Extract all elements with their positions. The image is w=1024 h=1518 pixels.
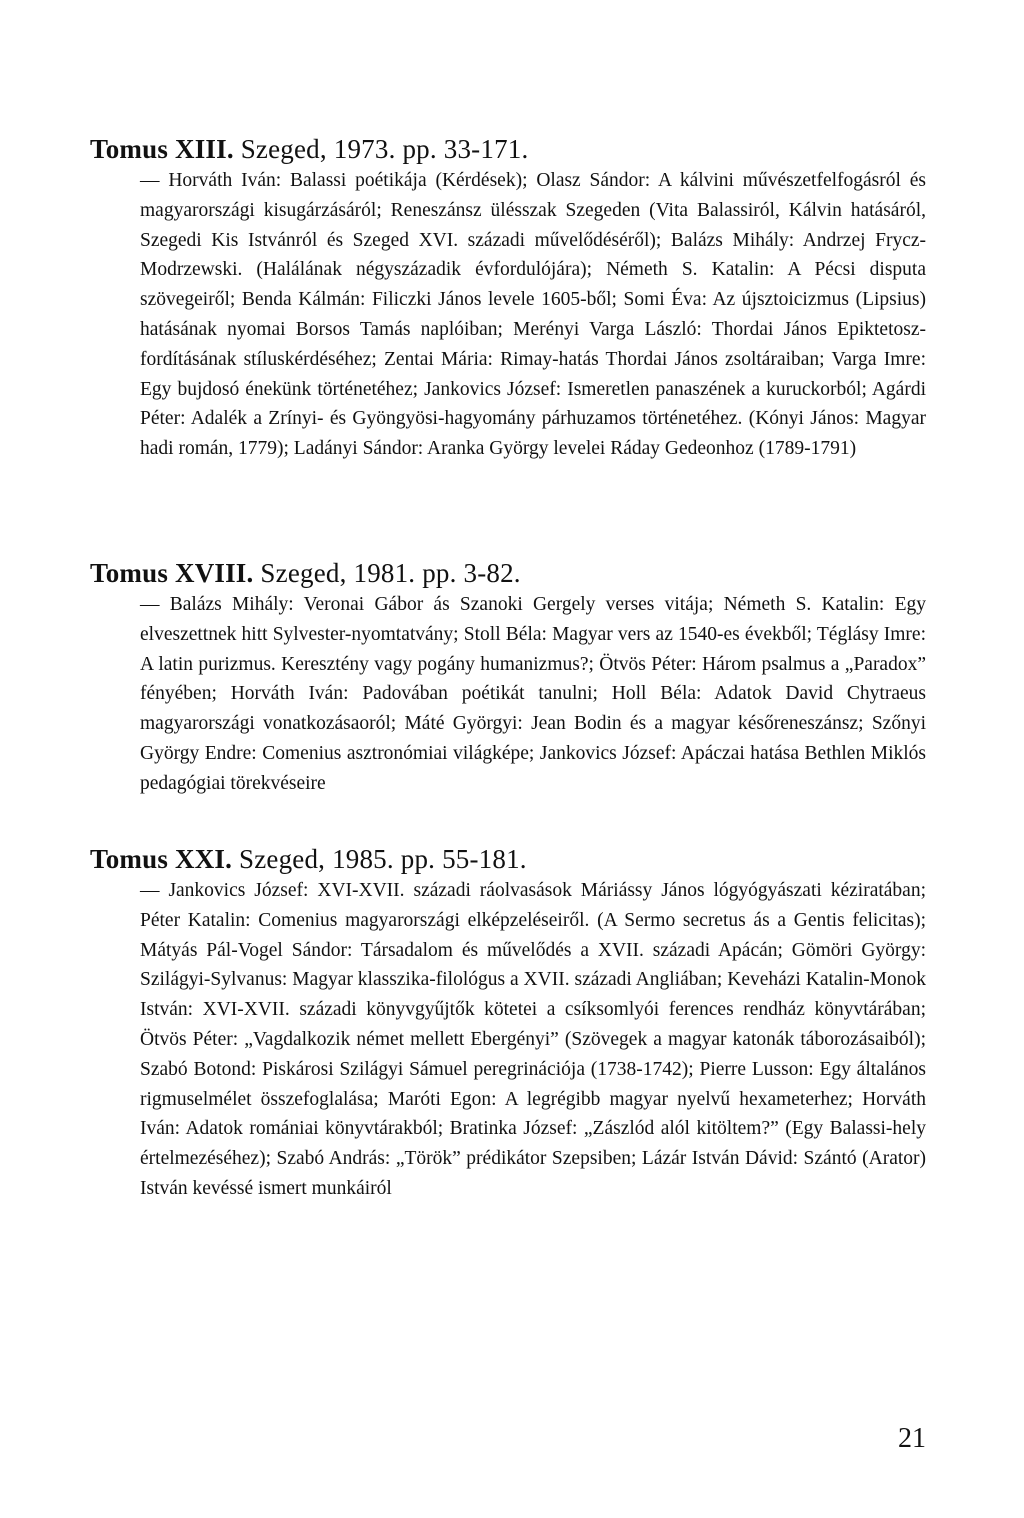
section-tomus-xviii xyxy=(90,556,930,799)
contents-entry: — Jankovics József: XVI-XVII. századi ráolvasások Máriássy János lógyógyászati kéziratában; Péter Katalin: Comenius magyarországi elképzeléseiről. (A Sermo secretus ás a Gentis felicitas); Mátyás Pál-Vogel Sándor: Társadalom és művelődés a XVII. századi Apácán; Gömöri György: Szilágyi-Sylvanus: Magyar klasszika-filológus a XVII. századi Angliában; Keveházi Katalin-Monok István: XVI-XVII. századi könyvgyűjtők kötetei a csíksomlyói ferences rendház könyvtárában; Ötvös Péter: „Vagdalkozik német mellett Ebergényi” (Szövegek a magyar katonák táborozásaiból); Szabó Botond: Piskárosi Szilágyi Sámuel peregrinációja (1738-1742); Pierre Lusson: Egy általános rigmuselmélet összefoglalása; Maróti Egon: A legrégibb magyar nyelvű hexameterhez; Horváth Iván: Adatok romániai könyvtárakból; Bratinka József: „Zászlód alól kitöltem?” (Egy Balassi-hely értelmezéséhez); Szabó András: „Török” prédikátor Szepsiben; Lázár István Dávid: Szántó (Arator) István kevéssé ismert munkáiról xyxy=(140,880,926,1199)
tomus-label: Tomus XXI. xyxy=(90,844,233,874)
publication-details: Szeged, 1973. pp. 33-171. xyxy=(240,134,529,164)
section-heading xyxy=(90,132,930,166)
tomus-label: Tomus XVIII. xyxy=(90,558,254,588)
publication-details: Szeged, 1981. pp. 3-82. xyxy=(260,558,521,588)
section-tomus-xxi xyxy=(90,842,930,1204)
contents-entry: — Horváth Iván: Balassi poétikája (Kérdések); Olasz Sándor: A kálvini művészetfelfogásról és magyarországi kisugárzásáról; Reneszánsz ülésszak Szegeden (Vita Balassiról, Kálvin hatásáról, Szegedi Kis Istvánról és Szeged XVI. századi művelődéséről); Balázs Mihály: Andrzej Frycz-Modrzewski. (Halálának négyszázadik évfordulójára); Németh S. Katalin: A Pécsi disputa szövegeiről; Benda Kálmán: Filiczki János levele 1605-ből; Somi Éva: Az újsztoicizmus (Lipsius) hatásának nyomai Borsos Tamás naplóiban; Merényi Varga László: Thordai János Epiktetosz-fordításának stíluskérdéséhez; Zentai Mária: Rimay-hatás Thordai János zsoltáraiban; Varga Imre: Egy bujdosó énekünk történetéhez; Jankovics József: Ismeretlen panaszének a kuruckorból; Agárdi Péter: Adalék a Zrínyi- és Gyöngyösi-hagyomány párhuzamos történetéhez. (Kónyi János: Magyar hadi román, 1779); Ladányi Sándor: Aranka György levelei Ráday Gedeonhoz (1789-1791) xyxy=(140,170,926,460)
section-heading xyxy=(90,556,930,590)
page-number: 21 xyxy=(898,1423,926,1454)
contents-entry: — Balázs Mihály: Veronai Gábor ás Szanoki Gergely verses vitája; Németh S. Katalin: Egy elveszettnek hitt Sylvester-nyomtatvány; Stoll Béla: Magyar vers az 1540-es évekből; Téglásy Imre: A latin purizmus. Keresztény vagy pogány humanizmus?; Ötvös Péter: Három psalmus a „Paradox” fényében; Horváth Iván: Padovában poétikát tanulni; Holl Béla: Adatok David Chytraeus magyarországi vonatkozásaoról; Máté Györgyi: Jean Bodin és a magyar későreneszánsz; Szőnyi György Endre: Comenius asztronómiai világképe; Jankovics József: Apáczai hatása Bethlen Miklós pedagógiai törekvéseire xyxy=(140,594,926,794)
tomus-label: Tomus XIII. xyxy=(90,134,234,164)
section-heading xyxy=(90,842,930,876)
section-tomus-xiii xyxy=(90,132,930,464)
publication-details: Szeged, 1985. pp. 55-181. xyxy=(239,844,527,874)
